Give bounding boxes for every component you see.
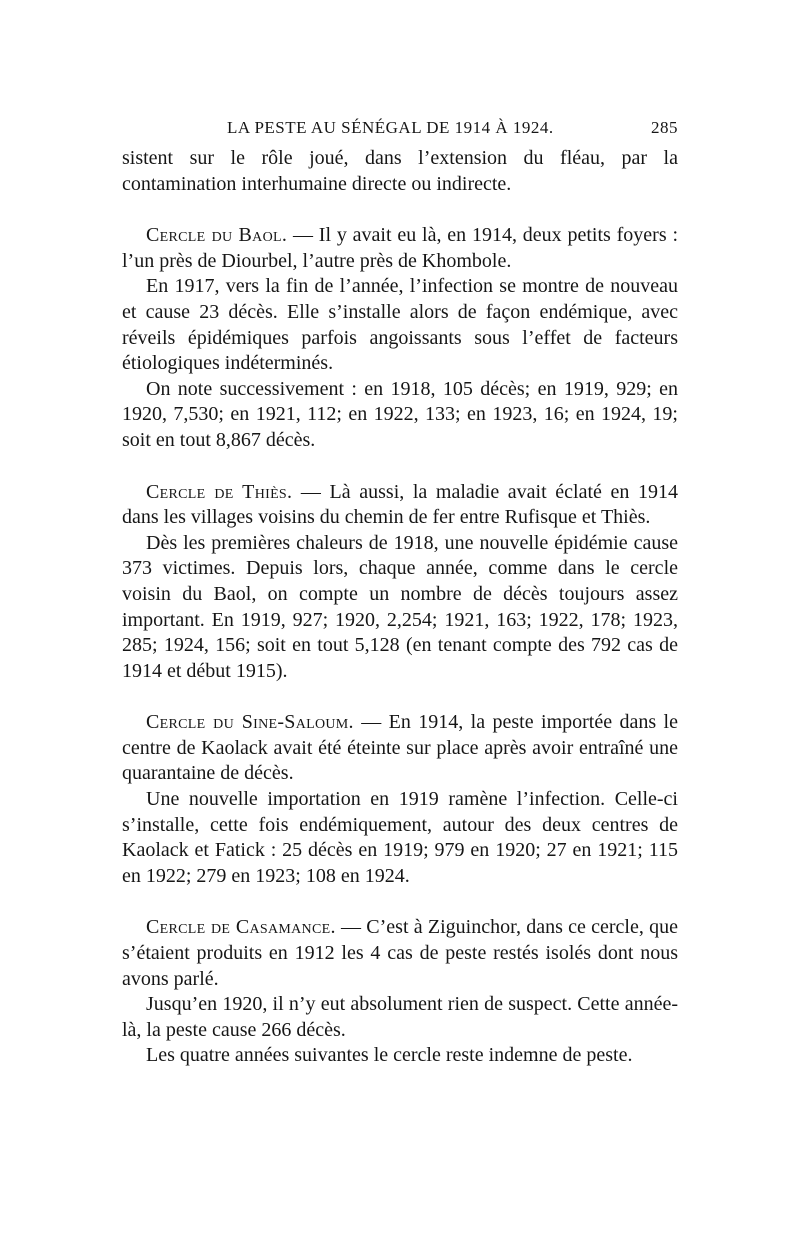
section-baol-p2: En 1917, vers la fin de l’année, l’infection se montre de nouveau et cause 23 décès. Elle s’installe alors de façon endémique, avec réveils épidémiques parfois angoissants sous l’effet de facteurs étiologiques indéterminés. — [122, 275, 678, 375]
section-baol-p1-text: — Il y avait eu là, en 1914, deux petits foyers : l’un près de Diourbel, l’autre près de Khombole. — [122, 224, 679, 272]
intro-paragraph: sistent sur le rôle joué, dans l’extension du fléau, par la contamination interhumaine directe ou indirecte. — [122, 147, 678, 195]
section-heading-baol: Cercle du Baol. — [146, 224, 288, 247]
section-heading-casamance: Cercle de Casamance. — [146, 916, 336, 939]
page-header — [122, 116, 678, 146]
book-page — [122, 116, 678, 1069]
section-sine-saloum-p1 — [122, 710, 678, 787]
section-casamance-p2: Jusqu’en 1920, il n’y eut absolument rien de suspect. Cette année-là, la peste cause 266 décès. — [122, 993, 678, 1041]
section-baol-p3: On note successivement : en 1918, 105 décès; en 1919, 929; en 1920, 7,530; en 1921, 112; en 1922, 133; en 1923, 16; en 1924, 19; soit en tout 8,867 décès. — [122, 377, 678, 451]
section-sine-saloum-p1-text: — En 1914, la peste importée dans le centre de Kaolack avait été éteinte sur place après avoir entraîné une quarantaine de décès. — [122, 711, 678, 785]
section-thies-p2: Dès les premières chaleurs de 1918, une nouvelle épidémie cause 373 victimes. Depuis lors, chaque année, comme dans le cercle voisin du Baol, on compte un nombre de décès toujours assez important. En 1919, 927; 1920, 2,254; 1921, 163; 1922, 178; 1923, 285; 1924, 156; soit en tout 5,128 (en tenant compte des 792 cas de 1914 et début 1915). — [122, 531, 678, 682]
section-sine-saloum-p2: Une nouvelle importation en 1919 ramène l’infection. Celle-ci s’installe, cette fois endémiquement, autour des deux centres de Kaolack et Fatick : 25 décès en 1919; 979 en 1920; 27 en 1921; 115 en 1922; 279 en 1923; 108 en 1924. — [122, 788, 678, 887]
section-heading-thies: Cercle de Thiès. — [146, 480, 293, 503]
section-casamance-p3: Les quatre années suivantes le cercle reste indemne de peste. — [146, 1044, 633, 1067]
section-heading-sine-saloum: Cercle du Sine-Saloum. — [146, 711, 354, 734]
section-thies-p1 — [122, 480, 678, 531]
section-casamance-p1-text: — C’est à Ziguinchor, dans ce cercle, que s’étaient produits en 1912 les 4 cas de peste restés isolés dont nous avons parlé. — [122, 916, 678, 990]
running-title: LA PESTE AU SÉNÉGAL DE 1914 À 1924. — [227, 118, 554, 137]
section-baol-p1 — [122, 223, 678, 274]
section-thies-p1-text: — Là aussi, la maladie avait éclaté en 1914 dans les villages voisins du chemin de fer entre Rufisque et Thiès. — [122, 480, 678, 529]
page-number: 285 — [651, 118, 678, 137]
section-casamance-p1 — [122, 915, 678, 992]
